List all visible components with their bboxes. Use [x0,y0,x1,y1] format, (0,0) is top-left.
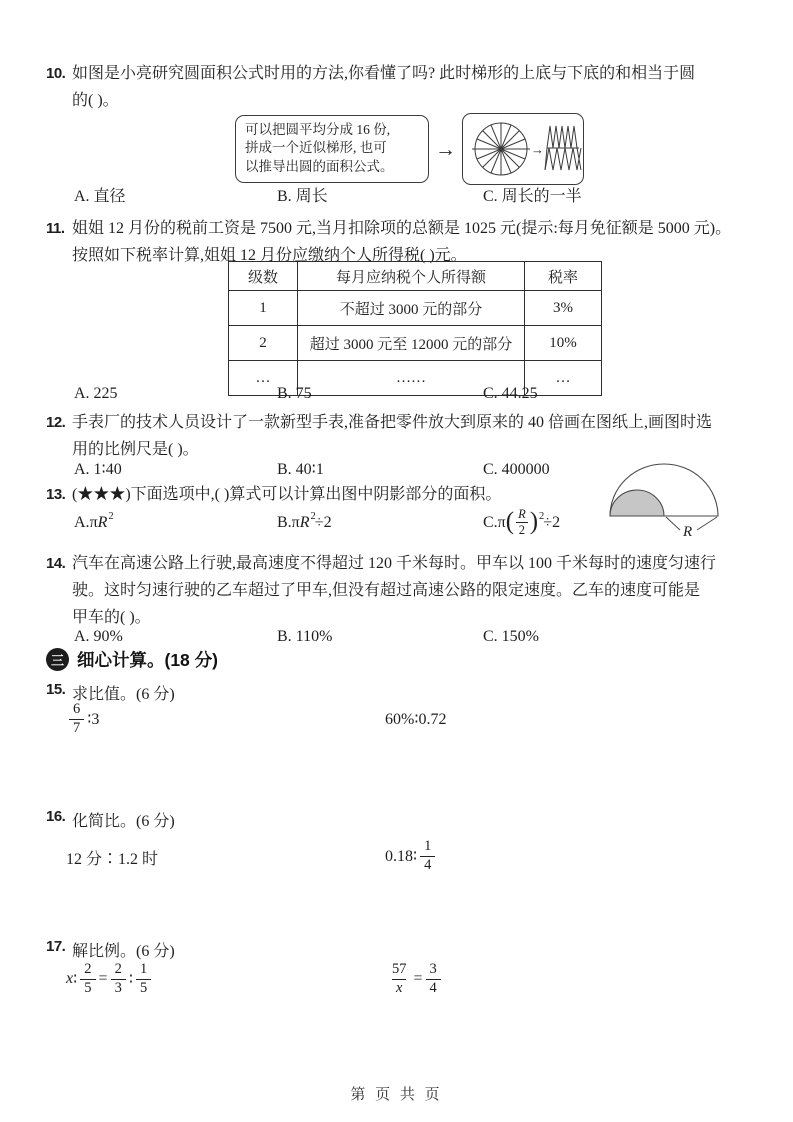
cell-rate: 10% [525,326,602,361]
option-c: C. 44.25 [483,385,538,402]
option-a: A. 直径 [74,188,126,205]
header-taxable-amount: 每月应纳税个人所得额 [298,262,525,291]
fraction: $\frac{57}{x}$ [392,961,407,996]
inner-arrow-icon: → [531,142,544,157]
option-b: B. π R 2 ÷2 [277,510,332,531]
question-11-number: 11. [46,220,65,237]
option-c: C. 周长的一半 [483,188,582,205]
question-16-number: 16. [46,808,66,825]
cell-rate: … [525,361,602,396]
question-12-options [74,459,550,481]
cell-amount: …… [298,361,525,396]
tax-rate-table [228,261,602,396]
header-rate: 税率 [525,262,602,291]
question-10-number: 10. [46,65,66,82]
expression: 60%∶0.72 [385,711,447,728]
expression: x ∶ $\frac{2}{5}$ = $\frac{2}{3}$ ∶ $\frac{1}{5}$ [66,962,154,997]
open-paren: ( [505,508,515,536]
section-3-header [46,647,218,672]
option-b: B. 110% [277,628,333,645]
question-12-line-2: 用的比例尺是( )。 [72,441,199,458]
question-13-number: 13. [46,486,66,503]
question-11-text: 姐姐 12 月份的税前工资是 7500 元,当月扣除项的总额是 1025 元(提示:每月免征额是 5000 元)。 [72,220,732,237]
question-10-text: 如图是小亮研究圆面积公式时用的方法,你看懂了吗? 此时梯形的上底与下底的和相当于圆 [72,65,696,82]
cell-amount: 超过 3000 元至 12000 元的部分 [298,326,525,361]
question-16-title: 16. 化简比。(6 分) [46,808,175,830]
bubble-line: 可以把圆平均分成 16 份, [245,121,391,137]
question-11-options [74,383,538,405]
question-10-options [74,186,582,208]
question-17-title: 17. 解比例。(6 分) [46,938,175,960]
bubble-line: 以推导出圆的面积公式。 [245,158,394,174]
question-17-number: 17. [46,938,66,955]
question-10-line-2: 的( )。 [72,92,119,109]
trapezoid-strip-icon [545,126,581,170]
fraction: $\frac{1}{5}$ [136,962,151,997]
question-15-title: 15. 求比值。(6 分) [46,681,175,703]
option-a: A. 90% [74,628,123,645]
option-a: A. 1∶40 [74,461,122,478]
question-12-text: 手表厂的技术人员设计了一款新型手表,准备把零件放大到原来的 40 倍画在图纸上,画图时选 [72,414,713,431]
question-13-text: (★★★)下面选项中,( )算式可以计算出图中阴影部分的面积。 [72,486,502,503]
question-10 [46,60,759,114]
question-12-line-1 [46,409,759,436]
option-b: B. 周长 [277,188,328,205]
section-3-title: 细心计算。(18 分) [77,650,218,670]
question-12-number: 12. [46,414,66,431]
expression: $\frac{57}{x}$ = $\frac{3}{4}$ [385,962,444,997]
question-15-expressions [0,700,793,740]
option-a: A. 225 [74,385,118,402]
cell-grade: … [229,361,298,396]
option-a: A. π R 2 [74,510,114,531]
circle-sectors-icon [463,114,583,184]
radius-label: R [683,524,693,540]
circle-to-trapezoid-diagram [462,113,584,185]
option-b: B. 40∶1 [277,461,324,478]
question-11-line-1 [46,215,759,242]
arrow-right-icon: → [435,136,456,161]
question-11-line-2: 按照如下税率计算,姐姐 12 月份应缴纳个人所得税( )元。 [72,247,467,264]
expression: 12 分∶1.2 时 [66,851,159,868]
section-three-icon: 三 [46,648,69,671]
table-header-row [229,262,602,291]
question-13-figure [604,458,729,547]
question-16-expressions [0,833,793,877]
question-14-line-1 [46,550,759,577]
cell-amount: 不超过 3000 元的部分 [298,291,525,326]
question-14-line-3: 甲车的( )。 [72,609,151,626]
speech-bubble [235,115,429,184]
semicircle-diagram [604,458,729,542]
page-footer: 第 页 共 页 [350,1087,443,1103]
table-row [229,291,602,326]
cell-grade: 2 [229,326,298,361]
option-c: C. 400000 [483,461,550,478]
option-c: C. 150% [483,628,539,645]
question-14-options [74,626,539,648]
fraction: $\frac{2}{3}$ [111,962,126,997]
fraction: $\frac{2}{5}$ [80,962,95,997]
bubble-line: 拼成一个近似梯形, 也可 [245,140,387,156]
question-17-expressions [0,958,793,1008]
question-14-line-2: 驶。这时匀速行驶的乙车超过了甲车,但没有超过高速公路的限定速度。乙车的速度可能是 [72,582,701,599]
fraction: $\frac{1}{4}$ [420,839,435,874]
question-10-line-1 [46,60,759,87]
option-c: C. π ( R 2 ) 2 ÷2 [483,507,561,538]
question-14-text: 汽车在高速公路上行驶,最高速度不得超过 120 千米每时。甲车以 100 千米每时的速度匀速行 [72,555,717,572]
fraction: $\frac{6}{7}$ [69,702,84,737]
fraction: $\frac{3}{4}$ [426,962,441,997]
table-row [229,326,602,361]
fraction: R 2 [515,508,529,537]
close-paren: ) [529,508,539,536]
question-10-figure [235,113,584,185]
question-13-line-1 [46,481,591,508]
expression: $\frac{6}{7}$ ∶3 [66,702,99,737]
question-14-number: 14. [46,555,66,572]
cell-rate: 3% [525,291,602,326]
question-14 [46,550,759,631]
question-13 [46,481,591,508]
question-12 [46,409,759,463]
option-b: B. 75 [277,385,312,402]
question-15-number: 15. [46,681,66,698]
header-grade: 级数 [229,262,298,291]
cell-grade: 1 [229,291,298,326]
expression: 0.18∶ $\frac{1}{4}$ [385,839,438,874]
question-13-options [74,508,560,537]
